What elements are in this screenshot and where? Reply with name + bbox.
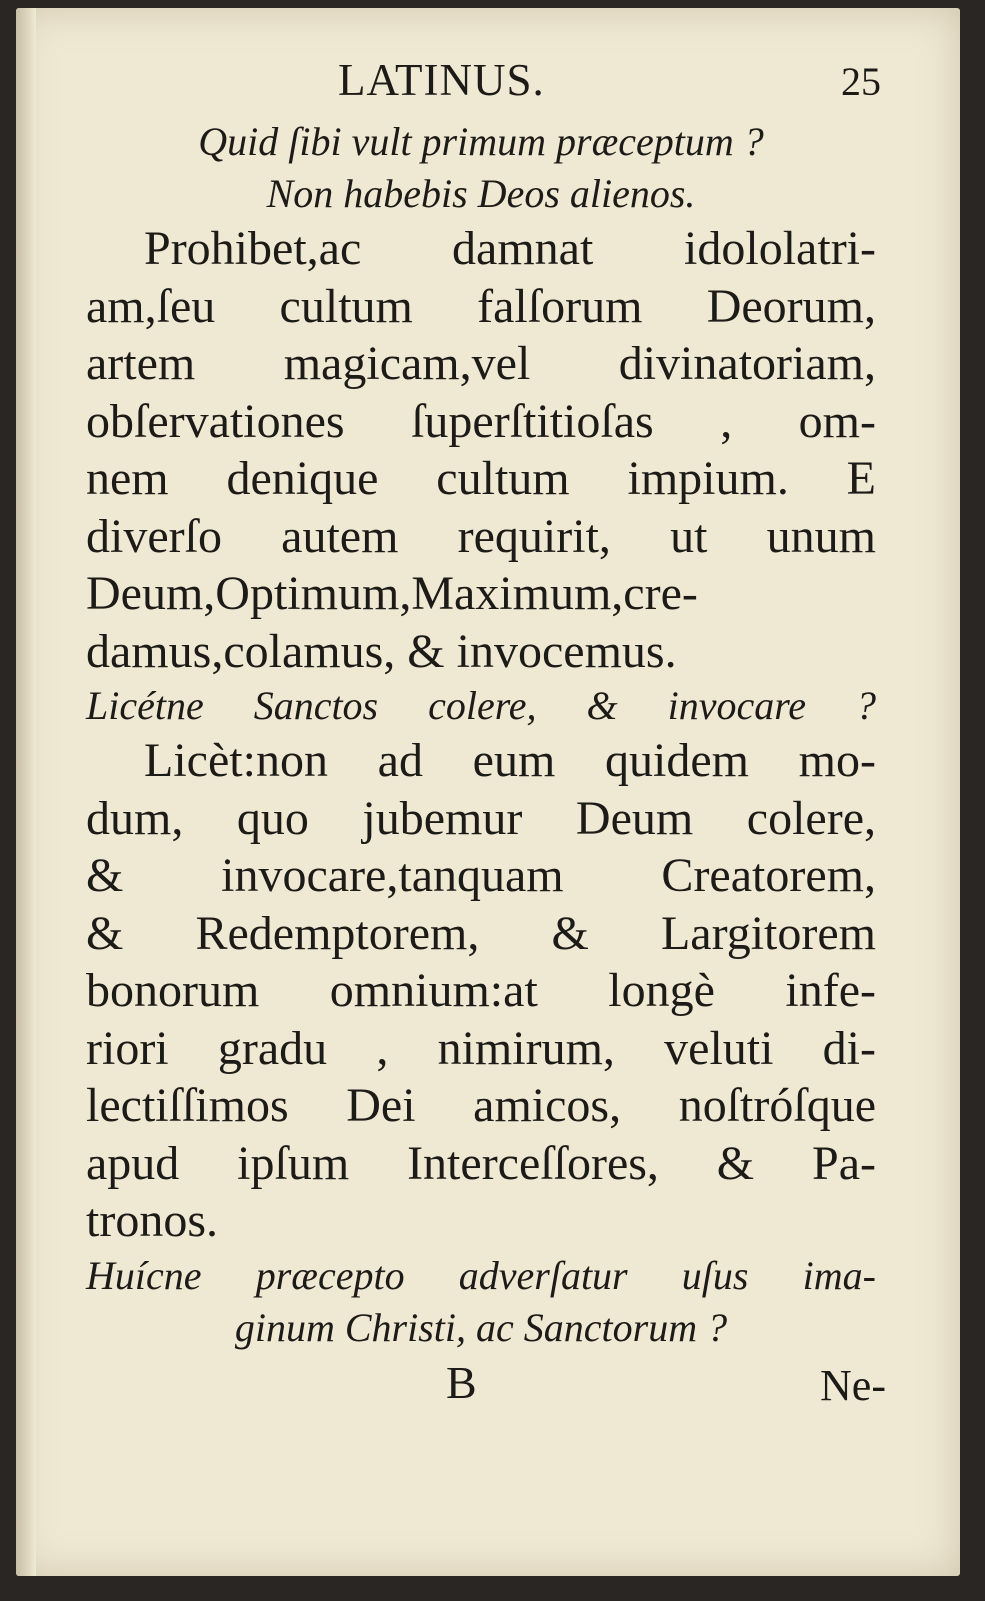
- question-line: Licétne Sanctos colere, & invocare ?: [86, 683, 876, 728]
- body-line: & invocare,tanquam Creatorem,: [86, 849, 876, 902]
- body-line: dum, quo jubemur Deum colere,: [86, 791, 876, 845]
- body-line: apud ipſum Interceſſores, & Pa-: [86, 1136, 876, 1190]
- page-gutter-shadow: [16, 8, 36, 1576]
- body-line: Deum,Optimum,Maximum,cre-: [86, 567, 698, 620]
- catchword: Ne-: [820, 1360, 886, 1410]
- body-line: lectiſſimos Dei amicos, noſtróſque: [86, 1079, 876, 1132]
- question-line: Huícne præcepto adverſatur uſus ima-: [86, 1252, 876, 1298]
- text-block: [86, 46, 886, 1416]
- running-title: LATINUS.: [338, 55, 545, 105]
- body-line: tronos.: [86, 1194, 218, 1247]
- body-line: artem magicam,vel divinatoriam,: [86, 337, 876, 390]
- question-line: Quid ſibi vult primum præceptum ?: [198, 119, 764, 164]
- book-page: [16, 8, 960, 1576]
- commandment-line: Non habebis Deos alienos.: [266, 171, 696, 216]
- question-line: ginum Christi, ac Sanctorum ?: [234, 1304, 728, 1350]
- body-line: Prohibet,ac damnat idololatri-: [144, 222, 876, 275]
- body-line: riori gradu , nimirum, veluti di-: [86, 1021, 876, 1075]
- body-line: am,ſeu cultum falſorum Deorum,: [86, 279, 876, 333]
- body-line: diverſo autem requirit, ut unum: [86, 509, 876, 563]
- page-footer: [86, 1356, 886, 1416]
- body-line: & Redemptorem, & Largitorem: [86, 906, 876, 960]
- body-line: Licèt:non ad eum quidem mo-: [144, 734, 876, 787]
- running-head: [86, 46, 881, 116]
- signature-mark: B: [446, 1356, 477, 1408]
- body-line: bonorum omnium:at longè infe-: [86, 964, 876, 1017]
- body-line: obſervationes ſuperſtitioſas , om-: [86, 394, 876, 448]
- body-line: nem denique cultum impium. E: [86, 452, 876, 505]
- page-number: 25: [841, 59, 881, 104]
- body-line: damus,colamus, & invocemus.: [86, 624, 677, 678]
